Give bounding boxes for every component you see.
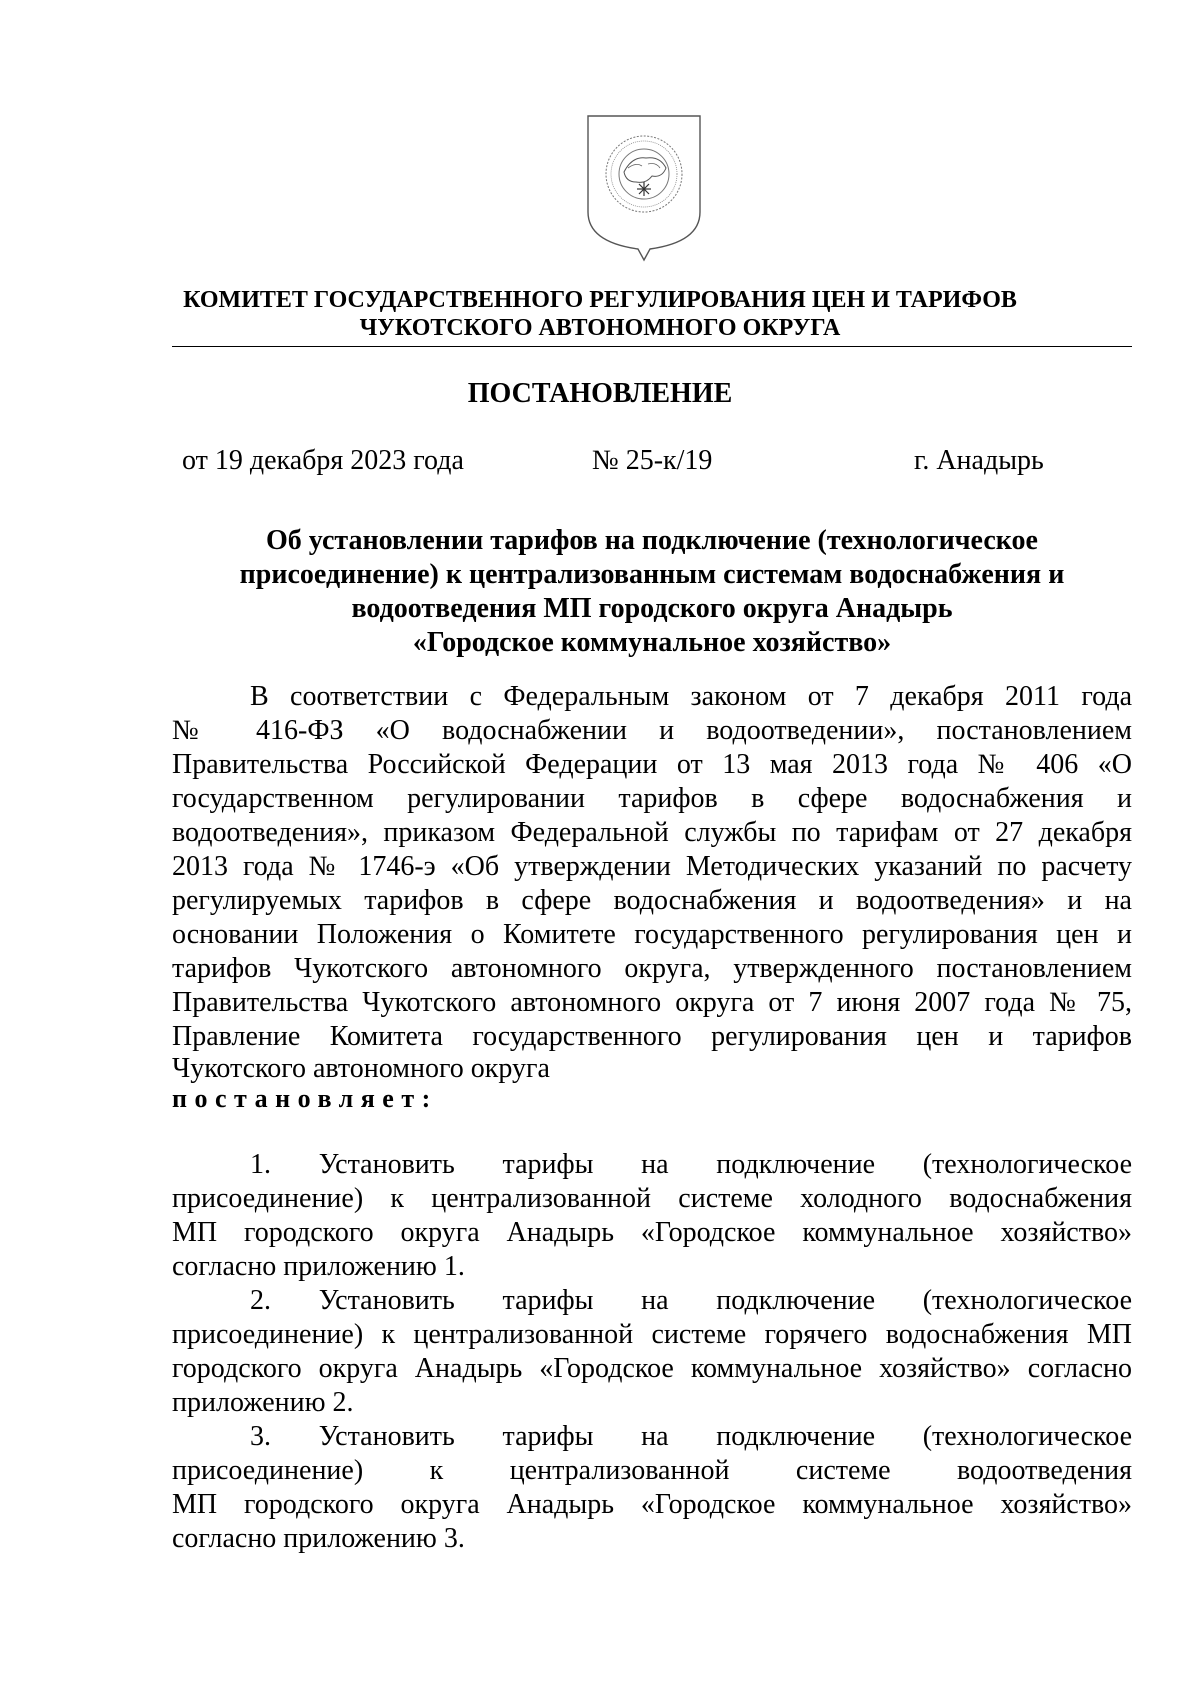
item-1-line: МП городского округа Анадырь «Городское коммунальное хозяйство» <box>172 1217 1132 1248</box>
header-divider <box>172 346 1132 347</box>
resolves-word: постановляет: <box>172 1084 438 1113</box>
item-1-line: 1. Установить тарифы на подключение (технологическое <box>250 1149 1132 1180</box>
item-1-line: присоединение) к централизованной системе холодного водоснабжения <box>172 1183 1132 1214</box>
document-title: ПОСТАНОВЛЕНИЕ <box>467 378 733 409</box>
org-name-line-2: ЧУКОТСКОГО АВТОНОМНОГО ОКРУГА <box>359 315 841 341</box>
item-2-line: городского округа Анадырь «Городское коммунальное хозяйство» согласно <box>172 1353 1132 1384</box>
preamble-line: 2013 года № 1746-э «Об утверждении Методических указаний по расчету <box>172 851 1132 882</box>
subject-line: «Городское коммунальное хозяйство» <box>412 627 892 658</box>
subject-line: водоотведения МП городского округа Анадырь <box>351 593 953 624</box>
preamble-line: Правление Комитета государственного регулирования цен и тарифов <box>172 1021 1132 1052</box>
item-1-line: согласно приложению 1. <box>172 1251 465 1282</box>
item-2-line: присоединение) к централизованной системе горячего водоснабжения МП <box>172 1319 1132 1350</box>
preamble-line: Чукотского автономного округа <box>172 1053 550 1084</box>
preamble-line: государственном регулировании тарифов в сфере водоснабжения и <box>172 783 1132 814</box>
preamble-line: тарифов Чукотского автономного округа, утвержденного постановлением <box>172 953 1132 984</box>
preamble-line: В соответствии с Федеральным законом от 7 декабря 2011 года <box>250 681 1132 712</box>
item-3-line: МП городского округа Анадырь «Городское коммунальное хозяйство» <box>172 1489 1132 1520</box>
preamble-line: водоотведения», приказом Федеральной службы по тарифам от 27 декабря <box>172 817 1132 848</box>
preamble-line: регулируемых тарифов в сфере водоснабжения и водоотведения» и на <box>172 885 1132 916</box>
coat-of-arms-icon <box>584 112 704 262</box>
item-3-line: присоединение) к централизованной системе водоотведения <box>172 1455 1132 1486</box>
preamble-line: Правительства Российской Федерации от 13 мая 2013 года № 406 «О <box>172 749 1132 780</box>
document-date: от 19 декабря 2023 года <box>182 445 464 476</box>
item-3-line: согласно приложению 3. <box>172 1523 465 1554</box>
item-2-line: приложению 2. <box>172 1387 354 1418</box>
preamble-line: основании Положения о Комитете государственного регулирования цен и <box>172 919 1132 950</box>
subject-line: присоединение) к централизованным системам водоснабжения и <box>239 559 1065 590</box>
subject-line: Об установлении тарифов на подключение (технологическое <box>266 525 1038 556</box>
preamble-line: № 416-ФЗ «О водоснабжении и водоотведении», постановлением <box>172 715 1132 746</box>
document-city: г. Анадырь <box>914 445 1044 476</box>
preamble-line: Правительства Чукотского автономного округа от 7 июня 2007 года № 75, <box>172 987 1132 1018</box>
item-2-line: 2. Установить тарифы на подключение (технологическое <box>250 1285 1132 1316</box>
document-number: № 25-к/19 <box>592 445 713 476</box>
item-3-line: 3. Установить тарифы на подключение (технологическое <box>250 1421 1132 1452</box>
org-name-line-1: КОМИТЕТ ГОСУДАРСТВЕННОГО РЕГУЛИРОВАНИЯ ЦЕН И ТАРИФОВ <box>183 287 1017 313</box>
